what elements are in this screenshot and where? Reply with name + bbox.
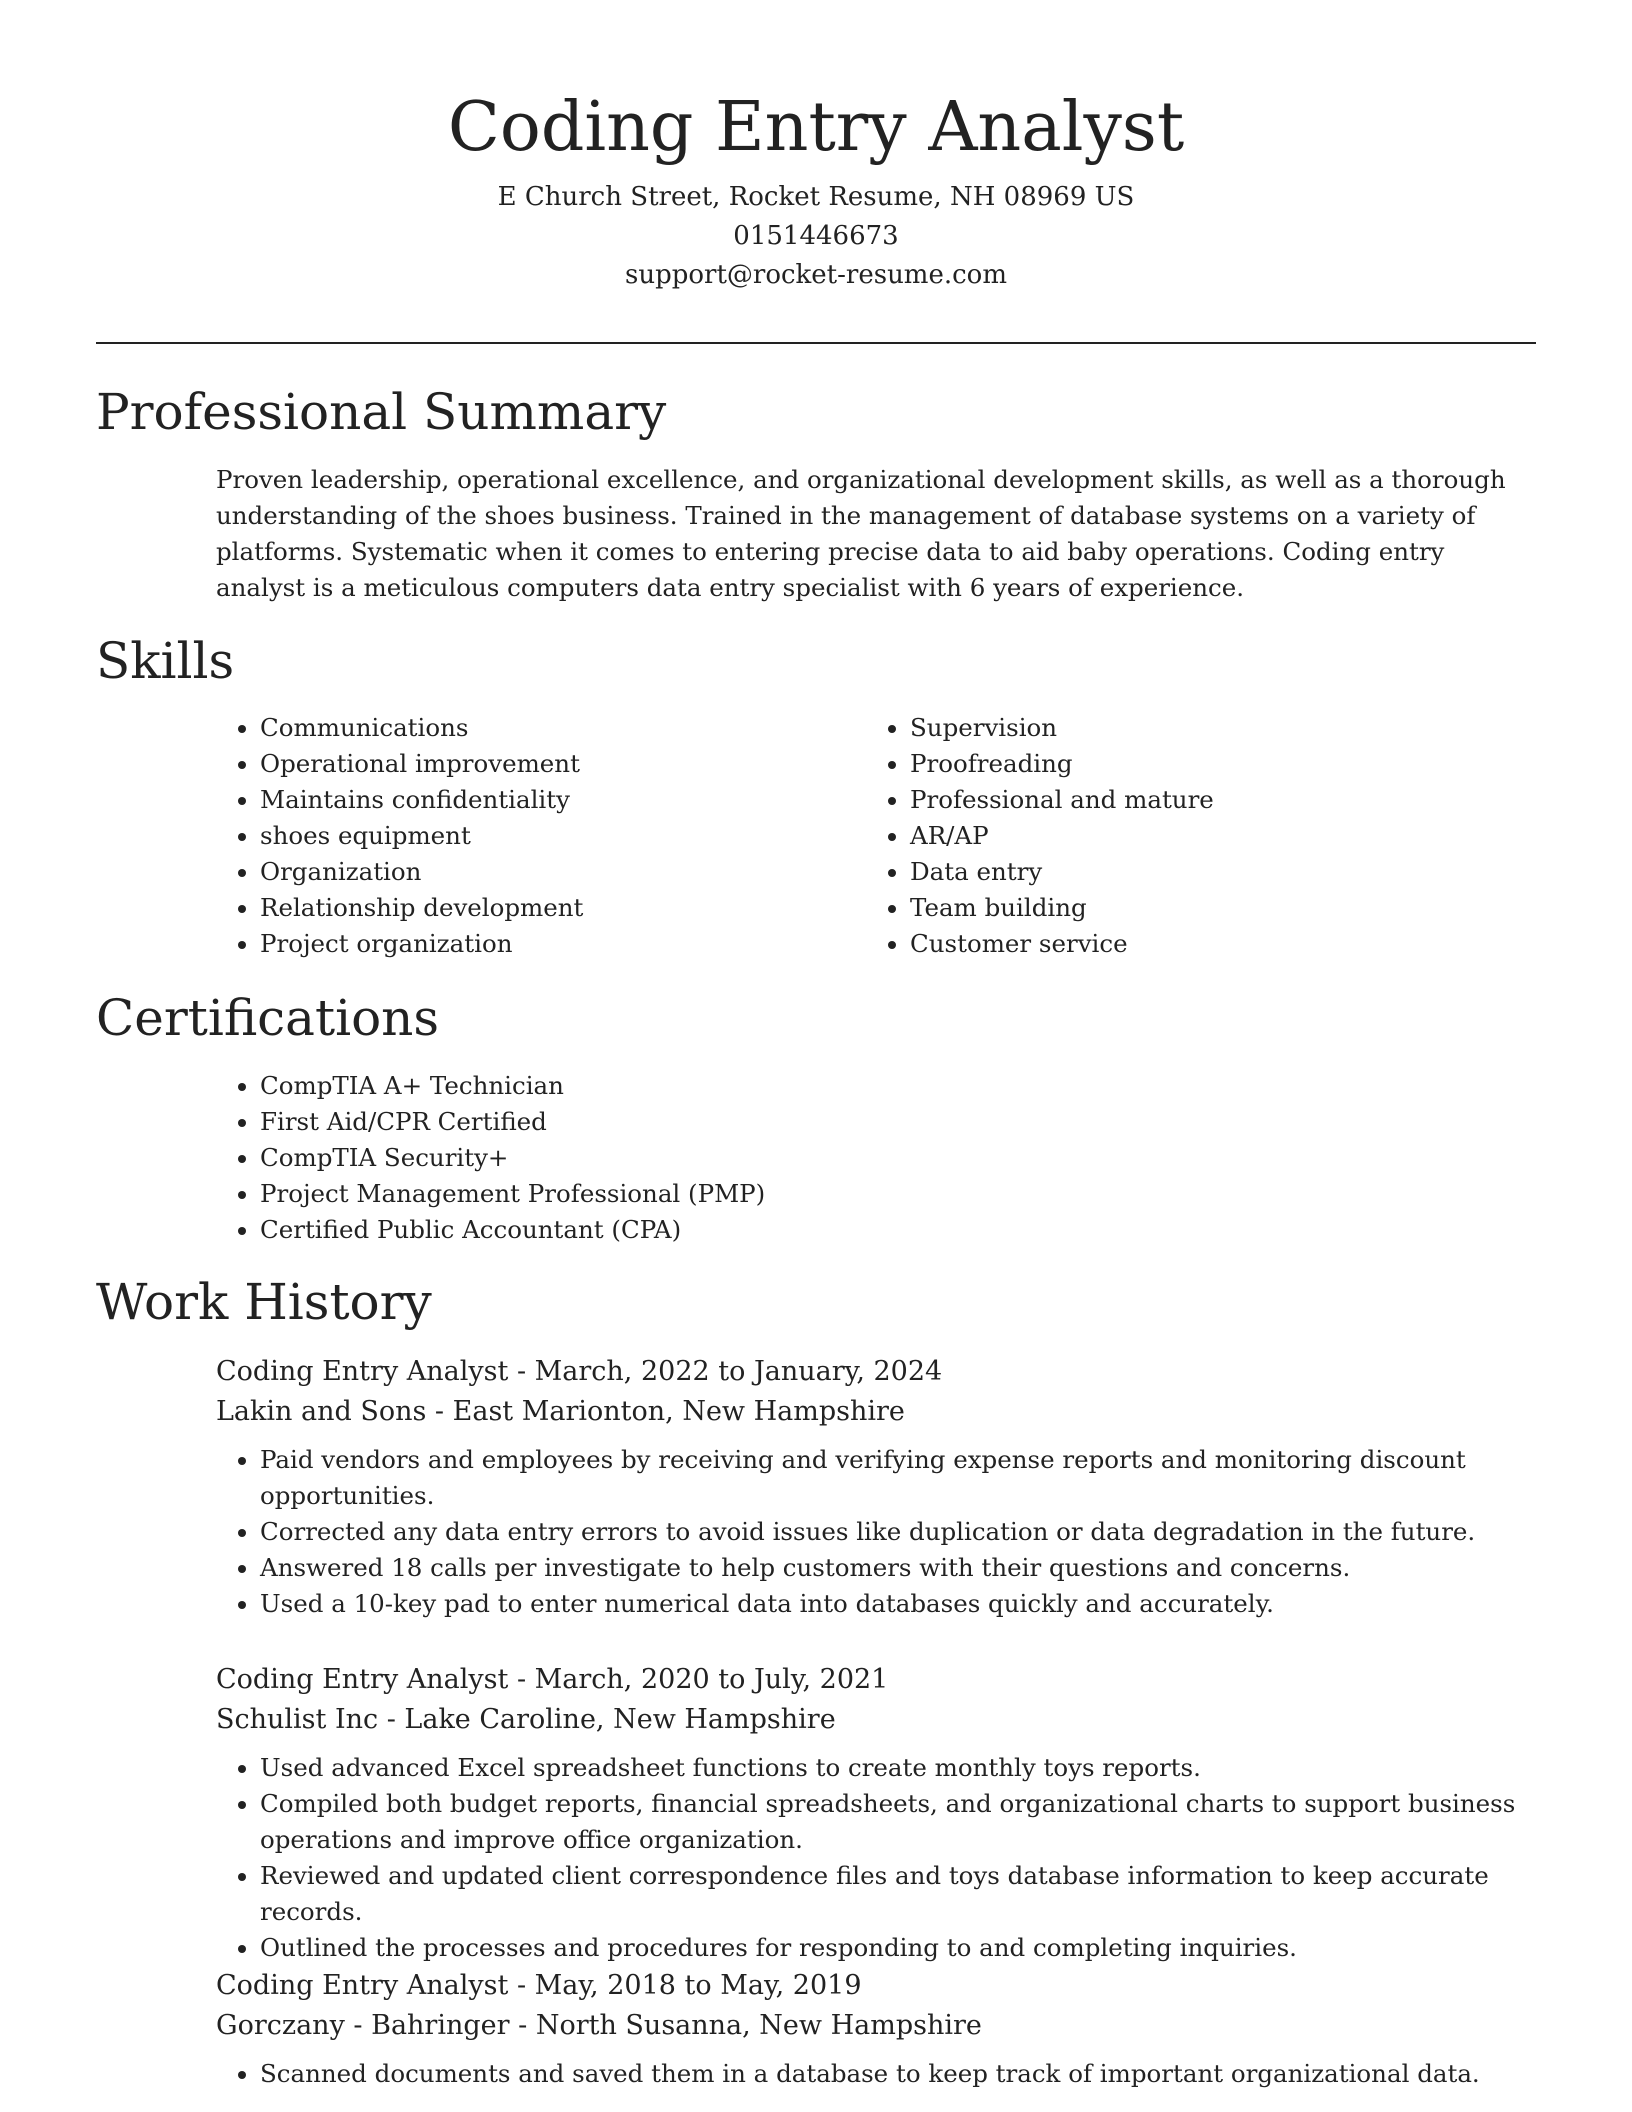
skill-item: • Supervision (910, 710, 1466, 746)
job-duty: • Answered 18 calls per investigate to help customers with their questions and concerns. (260, 1550, 1536, 1586)
resume-header (0, 86, 1632, 295)
skills-column-left (216, 710, 816, 962)
job-company-location: Gorczany - Bahringer - North Susanna, New Hampshire (216, 2010, 982, 2041)
skill-item: • Team building (910, 890, 1466, 926)
skills-column-right (866, 710, 1466, 962)
contact-email: support@rocket-resume.com (624, 260, 1007, 290)
certification-item: • First Aid/CPR Certified (260, 1104, 1416, 1140)
contact-address: E Church Street, Rocket Resume, NH 08969 US (497, 182, 1135, 212)
skill-item: • Organization (260, 854, 816, 890)
job-title-dates: Coding Entry Analyst - May, 2018 to May, 2019 (216, 1970, 862, 2001)
certifications-list (216, 1068, 1416, 1248)
certification-item: • CompTIA A+ Technician (260, 1068, 1416, 1104)
job-company-location: Lakin and Sons - East Marionton, New Hampshire (216, 1396, 905, 1427)
job-duty: • Corrected any data entry errors to avoid issues like duplication or data degradation in the future. (260, 1514, 1536, 1550)
contact-phone: 0151446673 (733, 221, 899, 251)
header-divider (96, 342, 1536, 344)
summary-text: Proven leadership, operational excellence, and organizational development skills, as well as a thorough understanding of the shoes business. Trained in the management of database systems on a variety of platforms. Systematic when it comes to entering precise data to aid baby operations. Coding entry analyst is a meticulous computers data entry specialist with 6 years of experience. (216, 465, 1506, 602)
skill-item: • Data entry (910, 854, 1466, 890)
job-title-dates: Coding Entry Analyst - March, 2020 to July, 2021 (216, 1664, 889, 1695)
skill-item: • Proofreading (910, 746, 1466, 782)
skill-item: • Customer service (910, 926, 1466, 962)
work-history-heading: Work History (96, 1273, 432, 1331)
summary-heading: Professional Summary (96, 383, 667, 441)
skill-item: • Operational improvement (260, 746, 816, 782)
job-duty: • Used advanced Excel spreadsheet functions to create monthly toys reports. (260, 1750, 1536, 1786)
skill-item: • shoes equipment (260, 818, 816, 854)
job-entry (216, 1966, 1536, 2092)
job-duty: • Paid vendors and employees by receiving and verifying expense reports and monitoring discount opportunities. (260, 1442, 1536, 1514)
job-company-location: Schulist Inc - Lake Caroline, New Hampshire (216, 1704, 836, 1735)
skill-item: • Professional and mature (910, 782, 1466, 818)
job-entry (216, 1660, 1536, 1966)
job-duty: • Reviewed and updated client correspondence files and toys database information to keep accurate records. (260, 1858, 1536, 1930)
skills-heading: Skills (96, 632, 235, 690)
job-duty: • Outlined the processes and procedures for responding to and completing inquiries. (260, 1930, 1536, 1966)
skill-item: • Maintains confidentiality (260, 782, 816, 818)
skill-item: • Relationship development (260, 890, 816, 926)
skill-item: • AR/AP (910, 818, 1466, 854)
certifications-heading: Certifications (96, 989, 440, 1047)
job-title-dates: Coding Entry Analyst - March, 2022 to January, 2024 (216, 1356, 943, 1387)
candidate-name: Coding Entry Analyst (447, 88, 1185, 167)
job-entry (216, 1352, 1536, 1622)
certification-item: • Project Management Professional (PMP) (260, 1176, 1416, 1212)
certification-item: • CompTIA Security+ (260, 1140, 1416, 1176)
certification-item: • Certified Public Accountant (CPA) (260, 1212, 1416, 1248)
job-duty: • Compiled both budget reports, financial spreadsheets, and organizational charts to support business operations and improve office organization. (260, 1786, 1536, 1858)
job-duty: • Used a 10-key pad to enter numerical data into databases quickly and accurately. (260, 1586, 1536, 1622)
skill-item: • Project organization (260, 926, 816, 962)
job-duty: • Scanned documents and saved them in a database to keep track of important organizational data. (260, 2056, 1536, 2092)
skill-item: • Communications (260, 710, 816, 746)
